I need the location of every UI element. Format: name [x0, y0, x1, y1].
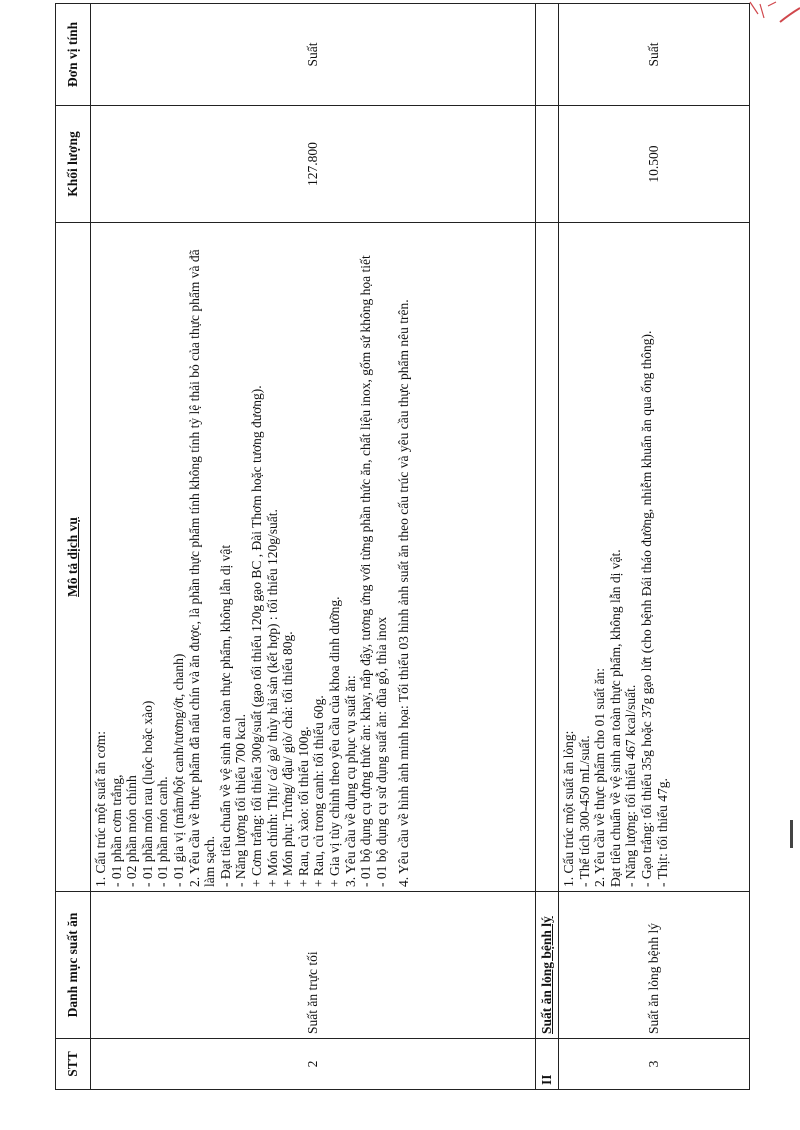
header-unit: Đơn vị tính — [56, 4, 91, 106]
service-table — [55, 3, 750, 1090]
row2-description — [91, 223, 536, 892]
desc-line: - 01 bộ dụng cụ đựng thức ăn: khay, nắp đậy, tương ứng với từng phần thức ăn, chất liệu inox, gốm sứ không họa tiết — [358, 255, 374, 887]
table-row — [559, 4, 750, 1090]
desc-line: - Thịt: tối thiểu 47g. — [654, 778, 670, 887]
desc-line: 2. Yêu cầu về thực phẩm cho 01 suất ăn: — [592, 668, 608, 887]
desc-line: - Năng lượng tối thiểu 700 kcal. — [233, 713, 249, 887]
desc-line: + Rau, củ trong canh: tối thiểu 60g. — [311, 695, 327, 887]
desc-line: - 01 phần món rau (luộc hoặc xào) — [139, 700, 155, 887]
desc-line: + Gia vị tùy chỉnh theo yêu cầu của khoa dinh dưỡng. — [326, 596, 342, 887]
row2-stt: 2 — [91, 1039, 536, 1090]
rotated-table-container — [55, 21, 750, 1090]
row3-description — [559, 223, 750, 892]
section-label: Suất ăn lỏng bệnh lý — [536, 892, 559, 1039]
row2-unit: Suất — [91, 4, 536, 106]
desc-line: Đạt tiêu chuẩn về vệ sinh an toàn thực phẩm, không lẫn dị vật. — [607, 549, 623, 887]
section-empty-unit — [536, 4, 559, 106]
row3-unit: Suất — [559, 4, 750, 106]
desc-line: - 02 phần món chính — [124, 775, 140, 887]
row2-quantity: 127.800 — [91, 106, 536, 223]
row3-quantity: 10.500 — [559, 106, 750, 223]
desc-line: - 01 bộ dụng cụ sử dụng suất ăn: đũa gỗ, thìa inox — [373, 616, 389, 887]
desc-line: - Đạt tiêu chuẩn về vệ sinh an toàn thực phẩm, không lẫn dị vật — [217, 544, 233, 887]
row3-category: Suất ăn lỏng bệnh lý — [559, 892, 750, 1039]
header-quantity: Khối lượng — [56, 106, 91, 223]
desc-line: 3. Yêu cầu về dụng cụ phục vụ suất ăn: — [342, 675, 358, 887]
desc-line: + Món chính: Thịt/ cá/ gà/ thủy hải sản (kết hợp) : tối thiểu 120g/suất. — [264, 509, 280, 887]
desc-line: 1. Cấu trúc một suất ăn lỏng: — [561, 730, 576, 887]
desc-line: 4. Yêu cầu về hình ảnh minh họa: Tối thiểu 03 hình ảnh suất ăn theo cấu trúc và yêu cầu thực phẩm nêu trên. — [396, 299, 412, 887]
row3-stt: 3 — [559, 1039, 750, 1090]
header-description: Mô tả dịch vụ — [56, 223, 91, 892]
desc-line: - Năng lượng: tối thiểu 467 kcal/suất. — [623, 684, 639, 887]
desc-line: 2. Yêu cầu về thực phẩm đã nấu chín và ăn được, là phần thực phẩm tính không tính tỷ lệ thải bỏ của thực phẩm và đã làm sạch. — [186, 249, 218, 887]
header-category: Danh mục suất ăn — [56, 892, 91, 1039]
spacer — [389, 227, 396, 887]
section-row — [536, 4, 559, 1090]
table-header-row — [56, 4, 91, 1090]
desc-line: - Thể tích 300-450 mL/suất. — [576, 735, 592, 887]
desc-line: 1. Cấu trúc một suất ăn cơm: — [93, 731, 108, 887]
desc-line: + Cơm trắng: tối thiểu 300g/suất (gạo tối thiểu 120g gạo BC , Đài Thơm hoặc tương đương). — [248, 385, 264, 887]
section-roman: II — [536, 1039, 559, 1090]
desc-line: + Món phụ: Trứng/ đậu/ giò/ chả: tối thiểu 80g. — [280, 631, 296, 887]
desc-line: - 01 phần món canh. — [155, 776, 171, 887]
row2-category: Suất ăn trực tối — [91, 892, 536, 1039]
desc-line: - 01 gia vị (mắm/bột canh/tương/ớt, chanh) — [170, 653, 186, 887]
desc-line: - 01 phần cơm trắng, — [108, 774, 124, 887]
desc-line: - Gạo trắng: tối thiểu 35g hoặc 37g gạo lứt (cho bệnh Đái tháo đường, nhiễm khuẩn ăn qua ống thông). — [638, 330, 654, 887]
section-empty-qty — [536, 106, 559, 223]
page-edge-mark — [790, 820, 793, 848]
section-empty-desc — [536, 223, 559, 892]
header-stt: STT — [56, 1039, 91, 1090]
table-row — [91, 4, 536, 1090]
desc-line: + Rau, củ xào: tối thiểu 100g. — [295, 726, 311, 887]
